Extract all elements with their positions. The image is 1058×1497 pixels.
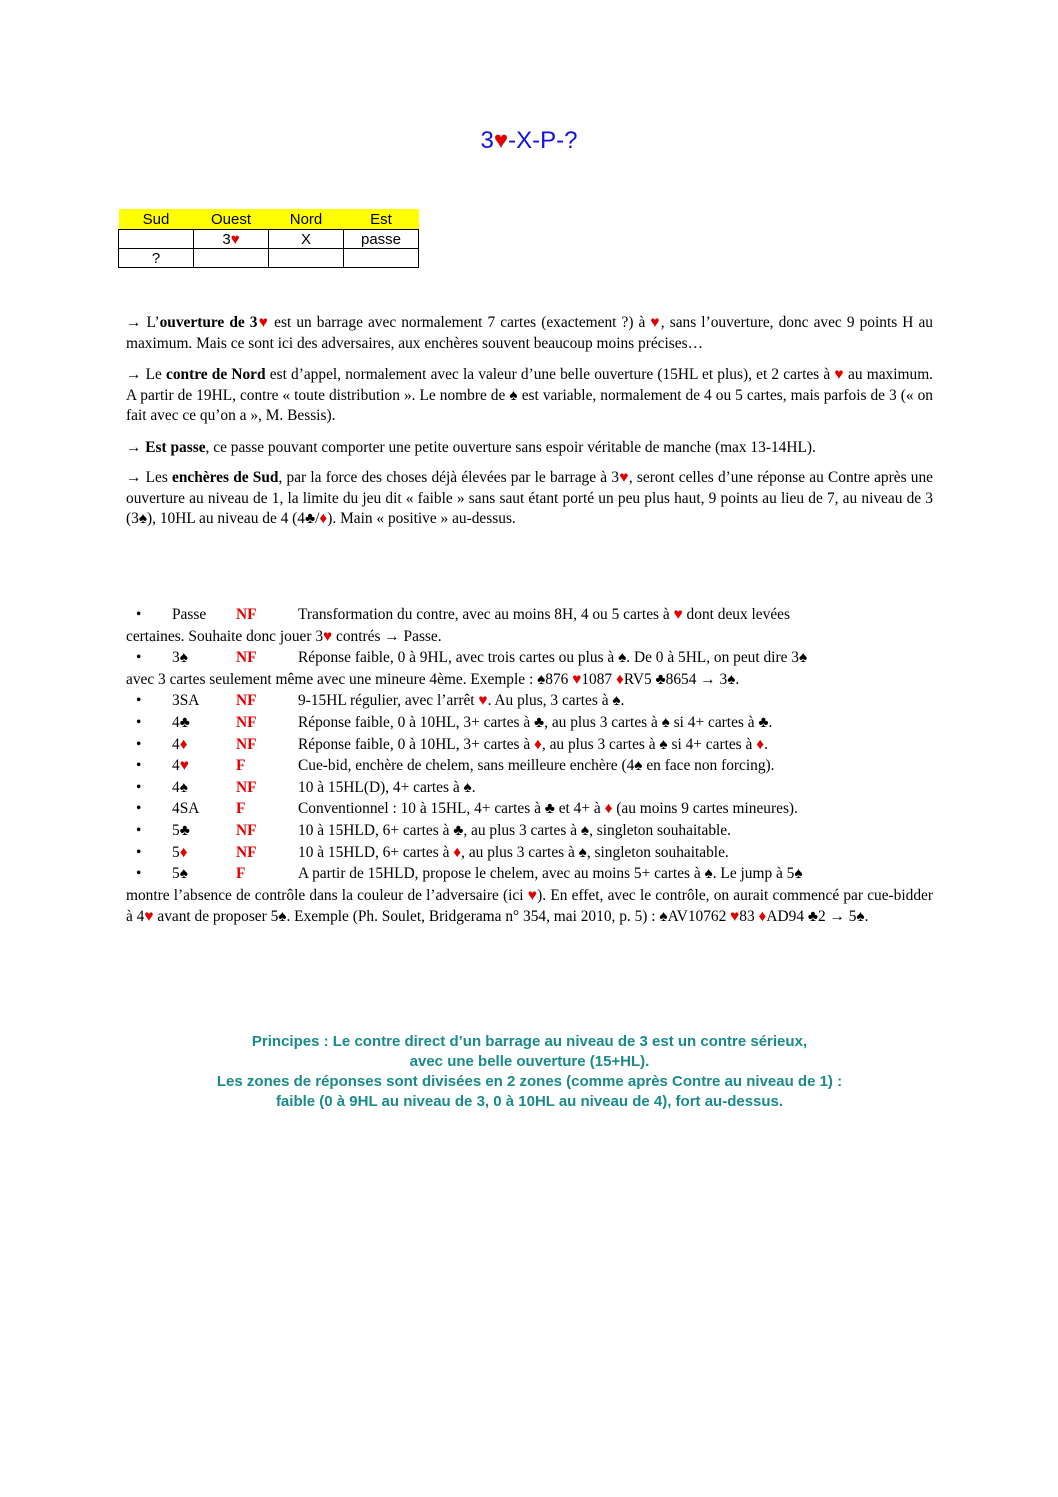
title-level: 3 — [480, 127, 494, 154]
heart-icon: ♥ — [257, 314, 270, 331]
paragraph-opening: → L’ouverture de 3♥ est un barrage avec normalement 7 cartes (exactement ?) à ♥, sans l’ouverture, donc avec 9 points H au maximum. Mais ce sont ici des adversaires, aux enchères souvent beaucoup moins précises… — [126, 314, 933, 352]
response-4spade: • 4♠ NF 10 à 15HL(D), 4+ cartes à ♠. — [126, 777, 933, 799]
principles-box: Principes : Le contre direct d’un barrage au niveau de 3 est un contre sérieux, avec une belle ouverture (15+HL). Les zones de réponses sont divisées en 2 zones (comme après Contre au niveau de 1) : faible (0 à 9HL au niveau de 3, 0 à 10HL au niveau de 4), fort au-dessus. — [216, 1033, 843, 1110]
bullet-icon: • — [136, 735, 142, 753]
auction-header-row — [119, 209, 419, 230]
title-sequence: -X-P-? — [508, 127, 578, 154]
bullet-icon: • — [136, 778, 142, 796]
auction-row-2 — [119, 249, 419, 268]
response-5diamond: • 5♦ NF 10 à 15HLD, 6+ cartes à ♦, au plus 3 cartes à ♠, singleton souhaitable. — [126, 842, 933, 864]
paragraph-pass: → Est passe, ce passe pouvant comporter une petite ouverture sans espoir véritable de manche (max 13-14HL). — [126, 439, 816, 456]
cell-est-1: passe — [344, 230, 419, 249]
spade-icon: ♠ — [138, 510, 148, 527]
bullet-icon: • — [136, 757, 142, 775]
diamond-icon: ♦ — [179, 843, 188, 861]
response-4diamond: • 4♦ NF Réponse faible, 0 à 10HL, 3+ cartes à ♦, au plus 3 cartes à ♠ si 4+ cartes à ♦. — [126, 734, 933, 756]
response-5club: • 5♣ NF 10 à 15HLD, 6+ cartes à ♣, au plus 3 cartes à ♠, singleton souhaitable. — [126, 820, 933, 842]
cell-sud-2: ? — [119, 249, 194, 268]
bullet-icon: • — [136, 692, 142, 710]
bullet-icon: • — [136, 843, 142, 861]
response-3spade: • 3♠ NF Réponse faible, 0 à 9HL, avec trois cartes ou plus à ♠. De 0 à 5HL, on peut dire 3♠ avec 3 cartes seulement même avec une mineure 4ème. Exemple : ♠876 ♥1087 ♦RV5 ♣8654 → 3♠. — [126, 649, 808, 688]
heart-icon: ♥ — [493, 127, 509, 154]
heart-icon: ♥ — [834, 366, 844, 383]
cell-est-2 — [344, 249, 419, 268]
response-3sa: • 3SA NF 9-15HL régulier, avec l’arrêt ♥. Au plus, 3 cartes à ♠. — [126, 690, 933, 712]
bullet-icon: • — [136, 865, 142, 883]
auction-table — [118, 209, 419, 268]
club-icon: ♣ — [305, 510, 316, 527]
paragraph-south: → Les enchères de Sud, par la force des choses déjà élevées par le barrage à 3♥, seront celles d’une réponse au Contre après une ouverture au niveau de 1, la limite du jeu dit « faible » sans saut étant porté un peu plus haut, 9 points au lieu de 7, au niveau de 3 (3♠), 10HL au niveau de 4 (4♣/♦). Main « positive » au-dessus. — [126, 469, 933, 527]
spade-icon: ♠ — [179, 649, 188, 667]
response-4heart: • 4♥ F Cue-bid, enchère de chelem, sans meilleure enchère (4♠ en face non forcing). — [126, 755, 933, 777]
header-est: Est — [344, 209, 419, 230]
response-passe: • Passe NF Transformation du contre, avec au moins 8H, 4 ou 5 cartes à ♥ dont deux levées certaines. Souhaite donc jouer 3♥ contrés → Passe. — [126, 606, 790, 645]
cell-ouest-1: 3♥ — [194, 230, 269, 249]
club-icon: ♣ — [179, 713, 190, 731]
auction-row-1 — [119, 230, 419, 249]
cell-ouest-2 — [194, 249, 269, 268]
spade-icon: ♠ — [179, 778, 188, 796]
bullet-icon: • — [136, 713, 142, 731]
cell-nord-2 — [269, 249, 344, 268]
bullet-icon: • — [136, 821, 142, 839]
heart-icon: ♥ — [650, 314, 661, 331]
heart-icon: ♥ — [230, 230, 240, 248]
responses-list — [126, 604, 933, 928]
bullet-icon: • — [136, 606, 142, 623]
spade-icon: ♠ — [179, 865, 188, 883]
header-nord: Nord — [269, 209, 344, 230]
heart-icon: ♥ — [619, 469, 629, 486]
bullet-icon: • — [136, 800, 142, 818]
response-5spade: • 5♠ F A partir de 15HLD, propose le chelem, avec au moins 5+ cartes à ♠. Le jump à 5♠ montre l’absence de contrôle dans la couleur de l’adversaire (ici ♥). En effet, avec le contrôle, on aurait commencé par cue-bidder à 4♥ avant de proposer 5♠. Exemple (Ph. Soulet, Bridgerama n° 354, mai 2010, p. 5) : ♠AV10762 ♥83 ♦AD94 ♣2 → 5♠. — [126, 865, 933, 926]
diamond-icon: ♦ — [319, 510, 328, 527]
header-ouest: Ouest — [194, 209, 269, 230]
diamond-icon: ♦ — [179, 735, 188, 753]
response-4club: • 4♣ NF Réponse faible, 0 à 10HL, 3+ cartes à ♣, au plus 3 cartes à ♠ si 4+ cartes à ♣. — [126, 712, 933, 734]
response-4sa: • 4SA F Conventionnel : 10 à 15HL, 4+ cartes à ♣ et 4+ à ♦ (au moins 9 cartes mineures). — [126, 798, 933, 820]
spade-icon: ♠ — [509, 386, 518, 404]
header-sud: Sud — [119, 209, 194, 230]
heart-icon: ♥ — [179, 757, 189, 775]
club-icon: ♣ — [179, 821, 190, 839]
page-title — [0, 127, 1058, 155]
cell-sud-1 — [119, 230, 194, 249]
cell-nord-1: X — [269, 230, 344, 249]
paragraph-double: → Le contre de Nord est d’appel, normalement avec la valeur d’une belle ouverture (15HL et plus), et 2 cartes à ♥ au maximum. A partir de 19HL, contre « toute distribution ». Le nombre de ♠ est variable, normalement de 4 ou 5 cartes, mais parfois de 3 (« on fait avec ce qu’on a », M. Bessis). — [126, 366, 934, 424]
bullet-icon: • — [136, 649, 142, 667]
